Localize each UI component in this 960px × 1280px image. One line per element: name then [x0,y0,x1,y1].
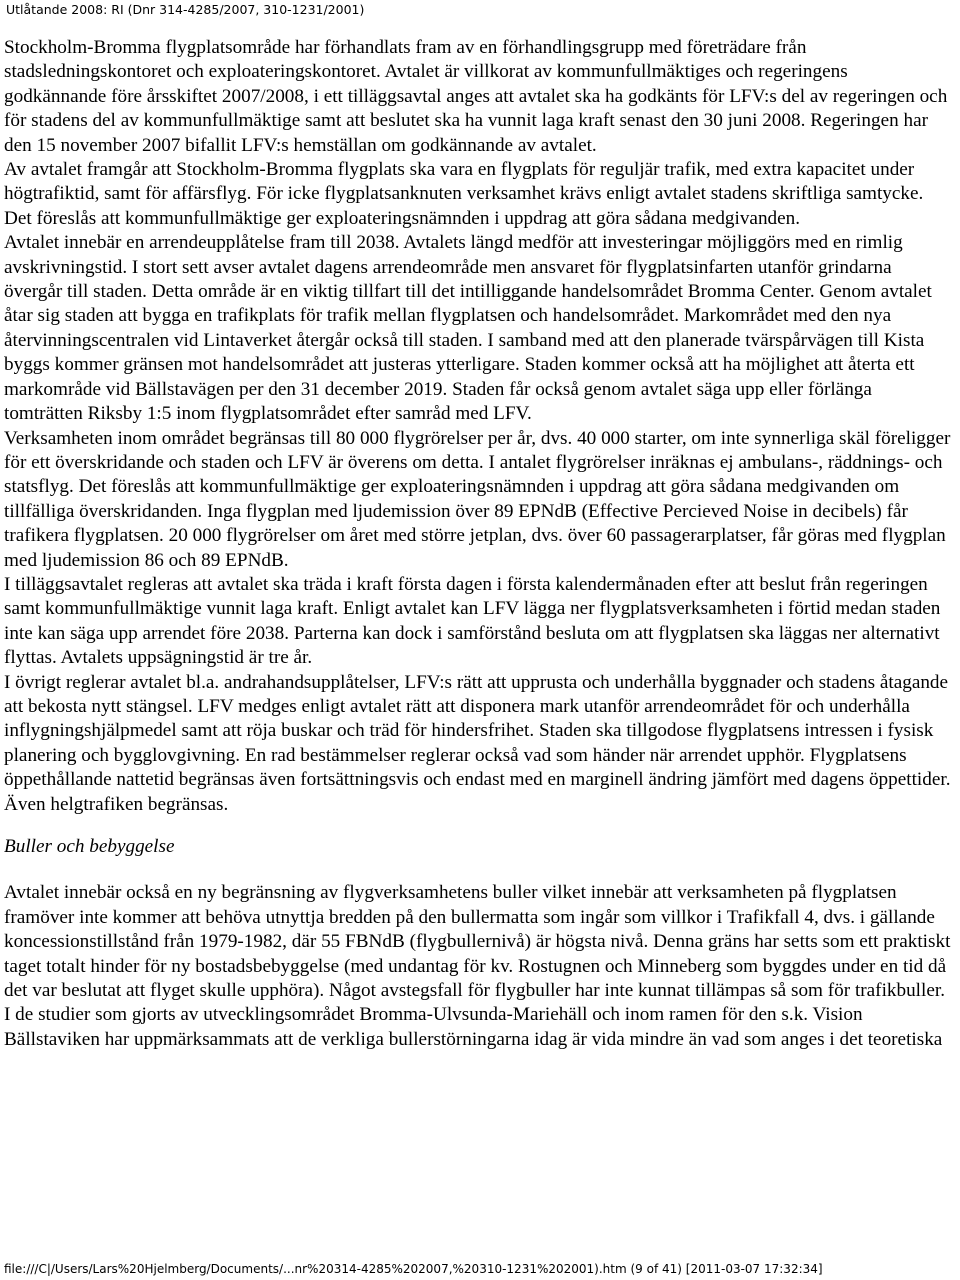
document-body [4,36,954,1052]
section-heading: Buller och bebyggelse [4,836,175,857]
paragraph: Av avtalet framgår att Stockholm-Bromma flygplats ska vara en flygplats för reguljär trafik, med extra kapacitet under högtrafiktid, samt för affärsflyg. För icke flygplatsanknuten verksamhet krävs enligt avtalet stadens skriftliga samtycke. Det föreslås att kommunfullmäktige ger exploateringsnämnden i uppdrag att göra sådana medgivanden. [4,159,924,229]
page-footer: file:///C|/Users/Lars%20Hjelmberg/Documents/...nr%20314-4285%202007,%20310-1231%202001).htm (9 of 41) [2011-03-07 17:32:34] [4,1262,823,1276]
paragraph: I övrigt reglerar avtalet bl.a. andrahandsupplåtelser, LFV:s rätt att upprusta och underhålla byggnader och stadens åtagande att bekosta nytt stängsel. LFV medges enligt avtalet rätt att disponera mark utanför arrendeområdet för och underhålla inflygningshjälpmedel samt att röja buskar och träd för hindersfrihet. Staden ska tillgodose flygplatsens intressen i fysisk planering och bygglovgivning. En rad bestämmelser reglerar också vad som händer när arrendet upphör. Flygplatsens öppethållande nattetid begränsas även fortsättningsvis och endast med en marginell ändring jämfört med dagens öppettider. Även helgtrafiken begränsas. [4,671,951,815]
paragraph: Stockholm-Bromma flygplatsområde har förhandlats fram av en förhandlingsgrupp med företrädare från stadsledningskontoret och exploateringskontoret. Avtalet är villkorat av kommunfullmäktiges och regeringens godkännande före årsskiftet 2007/2008, i ett tilläggsavtal anges att avtalet ska ha godkänts för LFV:s del av regeringen och för stadens del av kommunfullmäktige samt att beslutet ska ha vunnit laga kraft senast den 30 juni 2008. Regeringen har den 15 november 2007 bifallit LFV:s hemställan om godkännande av avtalet. [4,37,948,156]
paragraph: Avtalet innebär också en ny begränsning av flygverksamhetens buller vilket innebär att verksamheten på flygplatsen framöver inte kommer att behöva utnyttja bredden på den bullermatta som ingår som villkor i Trafikfall 4, dvs. i gällande koncessionstillstånd från 1979-1982, där 55 FBNdB (flygbullernivå) är högsta nivå. Denna gräns har setts som ett praktiskt taget totalt hinder för ny bostadsbebyggelse (med undantag för kv. Rostugnen och Minneberg som byggdes under en tid då det var beslutat att flyget skulle upphöra). Något avstegsfall för flygbuller har inte kunnat tillämpas så som för trafikbuller. I de studier som gjorts av utvecklingsområdet Bromma-Ulvsunda-Mariehäll och inom ramen för den s.k. Vision Bällstaviken har uppmärksammats att de verkliga bullerstörningarna idag är vida mindre än vad som anges i det teoretiska [4,882,951,1050]
page-header: Utlåtande 2008: RI (Dnr 314-4285/2007, 310-1231/2001) [6,2,365,17]
paragraph: Verksamheten inom området begränsas till 80 000 flygrörelser per år, dvs. 40 000 starter, om inte synnerliga skäl föreligger för ett överskridande och staden och LFV är överens om detta. I antalet flygrörelser inräknas ej ambulans-, räddnings- och statsflyg. Det föreslås att kommunfullmäktige ger exploateringsnämnden i uppdrag att göra sådana medgivanden om tillfälliga överskridanden. Inga flygplan med ljudemission över 89 EPNdB (Effective Percieved Noise in decibels) får trafikera flygplatsen. 20 000 flygrörelser om året med större jetplan, dvs. över 60 passagerarplatser, får göras med flygplan med ljudemission 86 och 89 EPNdB. [4,427,951,571]
paragraph: Avtalet innebär en arrendeupplåtelse fram till 2038. Avtalets längd medför att investeringar möjliggörs med en rimlig avskrivningstid. I stort sett avser avtalet dagens arrendeområde men ansvaret för flygplatsinfarten utanför grindarna övergår till staden. Detta område är en viktig tillfart till det intilliggande handelsområdet Bromma Center. Genom avtalet åtar sig staden att bygga en trafikplats för trafik mellan flygplatsen och handelsområdet. Markområdet med den nya återvinningscentralen vid Lintaverket återgår också till staden. I samband med att den planerade tvärspårvägen till Kista byggs kommer gränsen mot handelsområdet att justeras ytterligare. Staden kommer också att ha möjlighet att återta ett markområde vid Bällstavägen per den 31 december 2019. Staden får också genom avtalet säga upp eller förlänga tomträtten Riksby 1:5 inom flygplatsområdet efter samråd med LFV. [4,232,932,425]
paragraph: I tilläggsavtalet regleras att avtalet ska träda i kraft första dagen i första kalendermånaden efter att beslut från regeringen samt kommunfullmäktige vunnit laga kraft. Enligt avtalet kan LFV lägga ner flygplatsverksamheten i förtid medan staden inte kan säga upp arrendet före 2038. Parterna kan dock i samförstånd besluta om att flygplatsen ska läggas ner alternativt flyttas. Avtalets uppsägningstid är tre år. [4,573,941,669]
